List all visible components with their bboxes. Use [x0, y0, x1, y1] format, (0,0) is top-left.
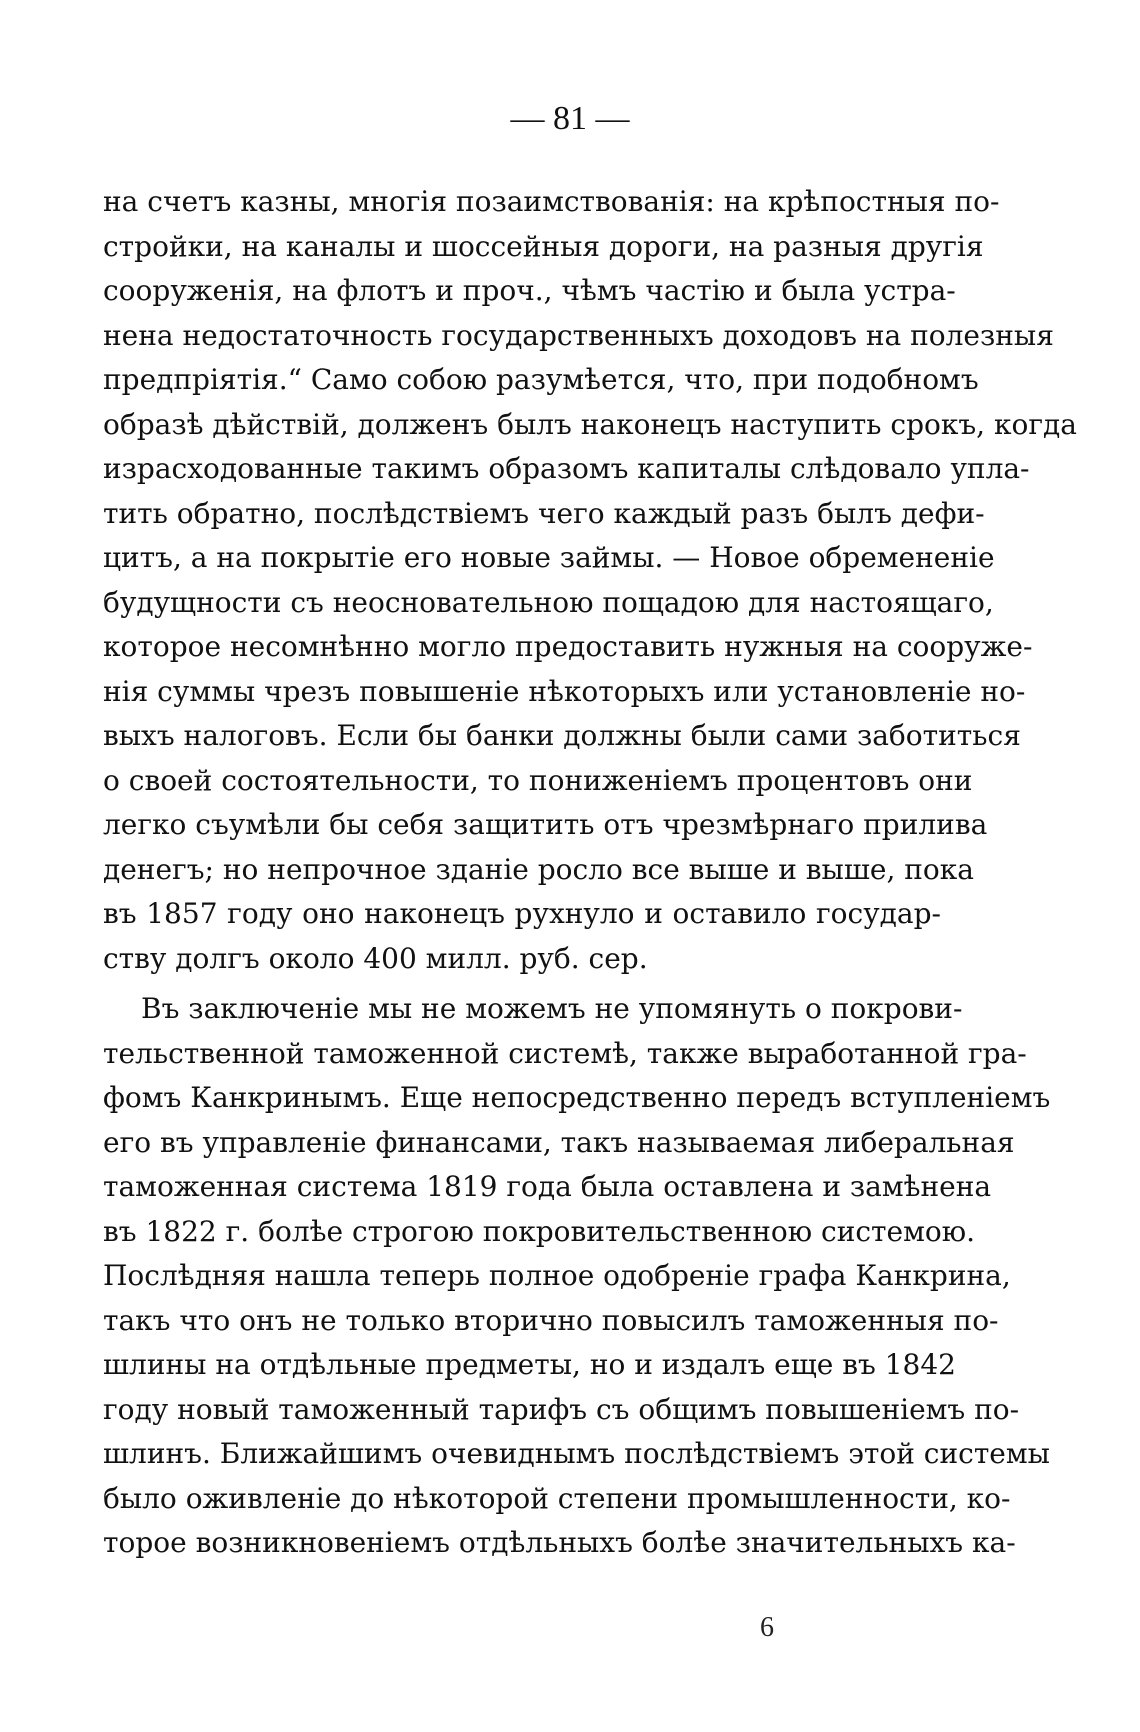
text-line: денегъ; но непрочное зданіе росло все выше и выше, пока	[103, 852, 974, 886]
text-line: которое несомнѣнно могло предоставить нужныя на сооруже-	[103, 630, 1033, 663]
text-line: стройки, на каналы и шоссейныя дороги, на разныя другія	[103, 229, 984, 263]
text-line: году новый таможенный тарифъ съ общимъ повышеніемъ по-	[103, 1392, 1020, 1426]
text-line: торое возникновеніемъ отдѣльныхъ болѣе значительныхъ ка-	[103, 1526, 1016, 1559]
text-line: образѣ дѣйствій, долженъ былъ наконецъ наступить срокъ, когда	[103, 407, 1077, 441]
text-line: выхъ налоговъ. Если бы банки должны были сами заботиться	[103, 719, 1021, 752]
text-line: шлины на отдѣльные предметы, но и издалъ еще въ 1842	[103, 1348, 956, 1381]
paragraph-1	[103, 180, 1077, 981]
text-line: нія суммы чрезъ повышеніе нѣкоторыхъ или установленіе но-	[103, 674, 1026, 708]
text-line: израсходованные такимъ образомъ капиталы слѣдовало упла-	[103, 452, 1030, 485]
text-line: въ 1822 г. болѣе строгою покровительственною системою.	[103, 1214, 976, 1248]
text-line: было оживленіе до нѣкоторой степени промышленности, ко-	[103, 1481, 1011, 1515]
text-line: тельственной таможенной системѣ, также выработанной гра-	[103, 1036, 1027, 1070]
text-line: предпріятія.“ Само собою разумѣется, что, при подобномъ	[103, 363, 979, 396]
page-number: — 81 —	[510, 100, 630, 137]
text-line: такъ что онъ не только вторично повысилъ таможенныя по-	[103, 1303, 999, 1337]
text-line: на счетъ казны, многія позаимствованія: на крѣпостныя по-	[103, 185, 1000, 218]
text-line: Послѣдняя нашла теперь полное одобреніе графа Канкрина,	[103, 1259, 1011, 1292]
text-line: Въ заключеніе мы не можемъ не упомянуть о покрови-	[141, 992, 963, 1025]
text-line: ству долгъ около 400 милл. руб. сер.	[103, 941, 648, 975]
text-line: будущности съ неосновательною пощадою для настоящаго,	[103, 585, 994, 619]
text-line: легко съумѣли бы себя защитить отъ чрезмѣрнаго прилива	[103, 808, 988, 841]
text-line: о своей состоятельности, то пониженіемъ процентовъ они	[103, 763, 973, 797]
text-line: таможенная система 1819 года была оставлена и замѣнена	[103, 1170, 992, 1203]
paragraph-2	[103, 987, 1051, 1566]
text-line: цитъ, а на покрытіе его новые займы. — Новое обремененіе	[103, 541, 995, 574]
text-line: его въ управленіе финансами, такъ называемая либеральная	[103, 1125, 1015, 1159]
text-line: шлинъ. Ближайшимъ очевиднымъ послѣдствіемъ этой системы	[103, 1437, 1050, 1470]
text-line: нена недостаточность государственныхъ доходовъ на полезныя	[103, 318, 1054, 352]
text-line: сооруженія, на флотъ и проч., чѣмъ частію и была устра-	[103, 274, 956, 307]
body-text	[103, 180, 1077, 1566]
text-line: тить обратно, послѣдствіемъ чего каждый разъ былъ дефи-	[103, 496, 985, 530]
text-line: фомъ Канкринымъ. Еще непосредственно передъ вступленіемъ	[103, 1081, 1051, 1114]
signature-mark: 6	[760, 1612, 774, 1643]
text-line: въ 1857 году оно наконецъ рухнуло и оставило государ-	[103, 897, 941, 930]
